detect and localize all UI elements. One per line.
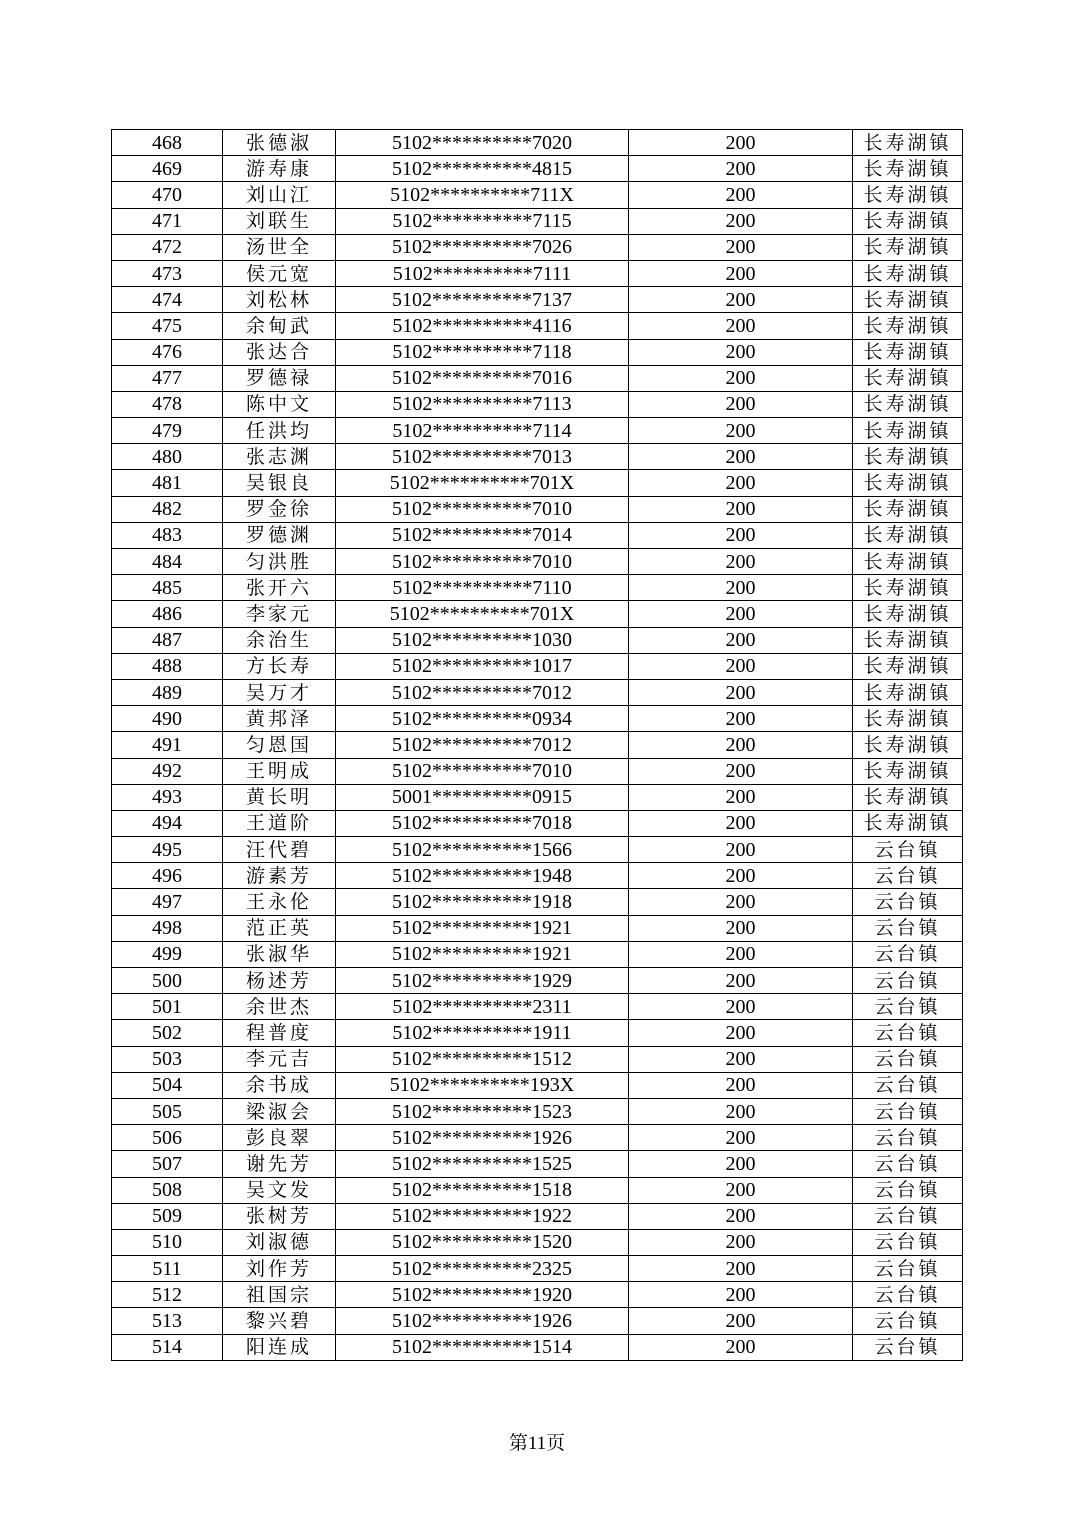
row-number-cell: 473 (112, 260, 223, 286)
id-number-cell: 5102**********1514 (336, 1334, 629, 1360)
id-number-cell: 5102**********7014 (336, 522, 629, 548)
name-cell: 张达合 (223, 339, 336, 365)
town-cell: 云台镇 (853, 1151, 963, 1177)
id-number-cell: 5102**********4815 (336, 156, 629, 182)
table-row (112, 1046, 963, 1072)
row-number-cell: 504 (112, 1072, 223, 1098)
town-cell: 云台镇 (853, 1282, 963, 1308)
name-cell: 刘作芳 (223, 1256, 336, 1282)
table-row (112, 915, 963, 941)
name-cell: 李家元 (223, 601, 336, 627)
row-number-cell: 493 (112, 784, 223, 810)
town-cell: 长寿湖镇 (853, 339, 963, 365)
row-number-cell: 511 (112, 1256, 223, 1282)
amount-cell: 200 (629, 941, 853, 967)
name-cell: 王明成 (223, 758, 336, 784)
row-number-cell: 512 (112, 1282, 223, 1308)
amount-cell: 200 (629, 679, 853, 705)
id-number-cell: 5102**********1520 (336, 1229, 629, 1255)
town-cell: 长寿湖镇 (853, 313, 963, 339)
town-cell: 云台镇 (853, 1020, 963, 1046)
id-number-cell: 5102**********1518 (336, 1177, 629, 1203)
town-cell: 云台镇 (853, 1203, 963, 1229)
id-number-cell: 5102**********1030 (336, 627, 629, 653)
id-number-cell: 5102**********4116 (336, 313, 629, 339)
town-cell: 长寿湖镇 (853, 156, 963, 182)
id-number-cell: 5102**********2325 (336, 1256, 629, 1282)
name-cell: 张淑华 (223, 941, 336, 967)
id-number-cell: 5102**********7020 (336, 130, 629, 156)
table-row (112, 575, 963, 601)
row-number-cell: 489 (112, 679, 223, 705)
id-number-cell: 5102**********1929 (336, 968, 629, 994)
table-row (112, 522, 963, 548)
amount-cell: 200 (629, 1046, 853, 1072)
name-cell: 任洪均 (223, 418, 336, 444)
town-cell: 云台镇 (853, 837, 963, 863)
amount-cell: 200 (629, 1308, 853, 1334)
id-number-cell: 5102**********7013 (336, 444, 629, 470)
row-number-cell: 485 (112, 575, 223, 601)
town-cell: 云台镇 (853, 941, 963, 967)
name-cell: 刘山江 (223, 182, 336, 208)
town-cell: 云台镇 (853, 863, 963, 889)
table-row (112, 758, 963, 784)
id-number-cell: 5102**********1921 (336, 941, 629, 967)
amount-cell: 200 (629, 1098, 853, 1124)
row-number-cell: 475 (112, 313, 223, 339)
row-number-cell: 510 (112, 1229, 223, 1255)
id-number-cell: 5102**********7118 (336, 339, 629, 365)
table-row (112, 653, 963, 679)
town-cell: 长寿湖镇 (853, 418, 963, 444)
town-cell: 云台镇 (853, 1256, 963, 1282)
table-row (112, 679, 963, 705)
id-number-cell: 5102**********1566 (336, 837, 629, 863)
name-cell: 侯元宽 (223, 260, 336, 286)
table-row (112, 732, 963, 758)
name-cell: 张志渊 (223, 444, 336, 470)
amount-cell: 200 (629, 470, 853, 496)
row-number-cell: 507 (112, 1151, 223, 1177)
id-number-cell: 5102**********1926 (336, 1308, 629, 1334)
town-cell: 云台镇 (853, 1098, 963, 1124)
town-cell: 长寿湖镇 (853, 706, 963, 732)
name-cell: 黄邦泽 (223, 706, 336, 732)
id-number-cell: 5102**********7016 (336, 365, 629, 391)
town-cell: 长寿湖镇 (853, 208, 963, 234)
row-number-cell: 479 (112, 418, 223, 444)
town-cell: 长寿湖镇 (853, 470, 963, 496)
town-cell: 长寿湖镇 (853, 444, 963, 470)
town-cell: 长寿湖镇 (853, 653, 963, 679)
name-cell: 汪代碧 (223, 837, 336, 863)
table-row (112, 549, 963, 575)
id-number-cell: 5102**********7026 (336, 234, 629, 260)
name-cell: 梁淑会 (223, 1098, 336, 1124)
table-row (112, 627, 963, 653)
amount-cell: 200 (629, 313, 853, 339)
name-cell: 祖国宗 (223, 1282, 336, 1308)
town-cell: 云台镇 (853, 994, 963, 1020)
town-cell: 长寿湖镇 (853, 758, 963, 784)
table-row (112, 365, 963, 391)
id-number-cell: 5102**********1525 (336, 1151, 629, 1177)
table-row (112, 260, 963, 286)
name-cell: 余甸武 (223, 313, 336, 339)
name-cell: 余治生 (223, 627, 336, 653)
id-number-cell: 5001**********0915 (336, 784, 629, 810)
name-cell: 罗德禄 (223, 365, 336, 391)
row-number-cell: 497 (112, 889, 223, 915)
amount-cell: 200 (629, 156, 853, 182)
name-cell: 黎兴碧 (223, 1308, 336, 1334)
table-row (112, 889, 963, 915)
id-number-cell: 5102**********0934 (336, 706, 629, 732)
amount-cell: 200 (629, 1151, 853, 1177)
table-row (112, 941, 963, 967)
name-cell: 王永伦 (223, 889, 336, 915)
row-number-cell: 480 (112, 444, 223, 470)
id-number-cell: 5102**********7018 (336, 810, 629, 836)
table-row (112, 810, 963, 836)
amount-cell: 200 (629, 1229, 853, 1255)
table-row (112, 1098, 963, 1124)
name-cell: 范正英 (223, 915, 336, 941)
id-number-cell: 5102**********193X (336, 1072, 629, 1098)
row-number-cell: 491 (112, 732, 223, 758)
table-row (112, 1177, 963, 1203)
row-number-cell: 501 (112, 994, 223, 1020)
town-cell: 云台镇 (853, 1334, 963, 1360)
amount-cell: 200 (629, 968, 853, 994)
row-number-cell: 499 (112, 941, 223, 967)
row-number-cell: 509 (112, 1203, 223, 1229)
amount-cell: 200 (629, 182, 853, 208)
amount-cell: 200 (629, 234, 853, 260)
row-number-cell: 471 (112, 208, 223, 234)
table-row (112, 444, 963, 470)
row-number-cell: 470 (112, 182, 223, 208)
row-number-cell: 488 (112, 653, 223, 679)
row-number-cell: 481 (112, 470, 223, 496)
table-row (112, 1020, 963, 1046)
row-number-cell: 482 (112, 496, 223, 522)
amount-cell: 200 (629, 601, 853, 627)
table-row (112, 784, 963, 810)
amount-cell: 200 (629, 837, 853, 863)
page-number: 第11页 (508, 1433, 566, 1454)
row-number-cell: 502 (112, 1020, 223, 1046)
amount-cell: 200 (629, 208, 853, 234)
row-number-cell: 468 (112, 130, 223, 156)
name-cell: 游寿康 (223, 156, 336, 182)
table-row (112, 496, 963, 522)
amount-cell: 200 (629, 627, 853, 653)
town-cell: 云台镇 (853, 968, 963, 994)
id-number-cell: 5102**********7012 (336, 732, 629, 758)
amount-cell: 200 (629, 444, 853, 470)
town-cell: 云台镇 (853, 1072, 963, 1098)
row-number-cell: 486 (112, 601, 223, 627)
name-cell: 程普度 (223, 1020, 336, 1046)
town-cell: 长寿湖镇 (853, 260, 963, 286)
id-number-cell: 5102**********701X (336, 601, 629, 627)
name-cell: 罗金徐 (223, 496, 336, 522)
table-row (112, 601, 963, 627)
town-cell: 长寿湖镇 (853, 549, 963, 575)
row-number-cell: 477 (112, 365, 223, 391)
town-cell: 长寿湖镇 (853, 365, 963, 391)
id-number-cell: 5102**********1948 (336, 863, 629, 889)
table-row (112, 1072, 963, 1098)
name-cell: 谢先芳 (223, 1151, 336, 1177)
row-number-cell: 496 (112, 863, 223, 889)
table-row (112, 313, 963, 339)
id-number-cell: 5102**********1921 (336, 915, 629, 941)
name-cell: 刘淑德 (223, 1229, 336, 1255)
table-row (112, 418, 963, 444)
row-number-cell: 494 (112, 810, 223, 836)
row-number-cell: 508 (112, 1177, 223, 1203)
id-number-cell: 5102**********7113 (336, 391, 629, 417)
id-number-cell: 5102**********1911 (336, 1020, 629, 1046)
name-cell: 刘联生 (223, 208, 336, 234)
amount-cell: 200 (629, 549, 853, 575)
table-row (112, 156, 963, 182)
table-row (112, 1203, 963, 1229)
table-row (112, 1334, 963, 1360)
table-row (112, 470, 963, 496)
town-cell: 长寿湖镇 (853, 182, 963, 208)
name-cell: 匀洪胜 (223, 549, 336, 575)
town-cell: 云台镇 (853, 1046, 963, 1072)
name-cell: 罗德渊 (223, 522, 336, 548)
amount-cell: 200 (629, 339, 853, 365)
amount-cell: 200 (629, 784, 853, 810)
id-number-cell: 5102**********7010 (336, 496, 629, 522)
table-row (112, 339, 963, 365)
amount-cell: 200 (629, 1177, 853, 1203)
table-row (112, 391, 963, 417)
id-number-cell: 5102**********7012 (336, 679, 629, 705)
table-row (112, 1256, 963, 1282)
town-cell: 云台镇 (853, 1229, 963, 1255)
town-cell: 长寿湖镇 (853, 810, 963, 836)
name-cell: 刘松林 (223, 287, 336, 313)
id-number-cell: 5102**********7110 (336, 575, 629, 601)
row-number-cell: 487 (112, 627, 223, 653)
row-number-cell: 478 (112, 391, 223, 417)
town-cell: 长寿湖镇 (853, 130, 963, 156)
amount-cell: 200 (629, 810, 853, 836)
id-number-cell: 5102**********7010 (336, 549, 629, 575)
table-row (112, 863, 963, 889)
table-row (112, 287, 963, 313)
amount-cell: 200 (629, 1256, 853, 1282)
id-number-cell: 5102**********711X (336, 182, 629, 208)
amount-cell: 200 (629, 1282, 853, 1308)
name-cell: 阳连成 (223, 1334, 336, 1360)
id-number-cell: 5102**********7114 (336, 418, 629, 444)
row-number-cell: 503 (112, 1046, 223, 1072)
amount-cell: 200 (629, 1072, 853, 1098)
town-cell: 长寿湖镇 (853, 627, 963, 653)
roster-table (111, 129, 963, 1361)
amount-cell: 200 (629, 287, 853, 313)
town-cell: 长寿湖镇 (853, 391, 963, 417)
town-cell: 长寿湖镇 (853, 575, 963, 601)
town-cell: 长寿湖镇 (853, 234, 963, 260)
town-cell: 长寿湖镇 (853, 784, 963, 810)
row-number-cell: 495 (112, 837, 223, 863)
table-row (112, 1308, 963, 1334)
amount-cell: 200 (629, 130, 853, 156)
name-cell: 吴文发 (223, 1177, 336, 1203)
name-cell: 余书成 (223, 1072, 336, 1098)
table-row (112, 130, 963, 156)
town-cell: 长寿湖镇 (853, 522, 963, 548)
id-number-cell: 5102**********1926 (336, 1125, 629, 1151)
name-cell: 方长寿 (223, 653, 336, 679)
table-row (112, 1151, 963, 1177)
row-number-cell: 484 (112, 549, 223, 575)
id-number-cell: 5102**********7010 (336, 758, 629, 784)
town-cell: 长寿湖镇 (853, 601, 963, 627)
amount-cell: 200 (629, 391, 853, 417)
table-row (112, 234, 963, 260)
row-number-cell: 469 (112, 156, 223, 182)
town-cell: 云台镇 (853, 915, 963, 941)
table-row (112, 994, 963, 1020)
amount-cell: 200 (629, 994, 853, 1020)
id-number-cell: 5102**********1512 (336, 1046, 629, 1072)
town-cell: 云台镇 (853, 1177, 963, 1203)
table-row (112, 1229, 963, 1255)
amount-cell: 200 (629, 365, 853, 391)
amount-cell: 200 (629, 1020, 853, 1046)
row-number-cell: 506 (112, 1125, 223, 1151)
amount-cell: 200 (629, 496, 853, 522)
amount-cell: 200 (629, 1125, 853, 1151)
row-number-cell: 490 (112, 706, 223, 732)
row-number-cell: 483 (112, 522, 223, 548)
town-cell: 长寿湖镇 (853, 732, 963, 758)
town-cell: 长寿湖镇 (853, 287, 963, 313)
roster-body (112, 130, 963, 1361)
id-number-cell: 5102**********7137 (336, 287, 629, 313)
town-cell: 云台镇 (853, 889, 963, 915)
name-cell: 吴银良 (223, 470, 336, 496)
id-number-cell: 5102**********1523 (336, 1098, 629, 1124)
town-cell: 云台镇 (853, 1125, 963, 1151)
amount-cell: 200 (629, 522, 853, 548)
row-number-cell: 492 (112, 758, 223, 784)
name-cell: 汤世全 (223, 234, 336, 260)
name-cell: 匀恩国 (223, 732, 336, 758)
amount-cell: 200 (629, 706, 853, 732)
amount-cell: 200 (629, 575, 853, 601)
id-number-cell: 5102**********1918 (336, 889, 629, 915)
amount-cell: 200 (629, 863, 853, 889)
name-cell: 张树芳 (223, 1203, 336, 1229)
row-number-cell: 514 (112, 1334, 223, 1360)
id-number-cell: 5102**********1922 (336, 1203, 629, 1229)
id-number-cell: 5102**********2311 (336, 994, 629, 1020)
name-cell: 杨述芳 (223, 968, 336, 994)
name-cell: 陈中文 (223, 391, 336, 417)
name-cell: 吴万才 (223, 679, 336, 705)
amount-cell: 200 (629, 418, 853, 444)
name-cell: 王道阶 (223, 810, 336, 836)
row-number-cell: 500 (112, 968, 223, 994)
row-number-cell: 472 (112, 234, 223, 260)
name-cell: 张德淑 (223, 130, 336, 156)
row-number-cell: 505 (112, 1098, 223, 1124)
row-number-cell: 474 (112, 287, 223, 313)
amount-cell: 200 (629, 889, 853, 915)
table-row (112, 837, 963, 863)
name-cell: 余世杰 (223, 994, 336, 1020)
table-row (112, 1125, 963, 1151)
id-number-cell: 5102**********7111 (336, 260, 629, 286)
table-row (112, 1282, 963, 1308)
amount-cell: 200 (629, 1203, 853, 1229)
table-row (112, 182, 963, 208)
id-number-cell: 5102**********1920 (336, 1282, 629, 1308)
town-cell: 云台镇 (853, 1308, 963, 1334)
amount-cell: 200 (629, 915, 853, 941)
name-cell: 李元吉 (223, 1046, 336, 1072)
town-cell: 长寿湖镇 (853, 496, 963, 522)
amount-cell: 200 (629, 758, 853, 784)
amount-cell: 200 (629, 732, 853, 758)
name-cell: 黄长明 (223, 784, 336, 810)
town-cell: 长寿湖镇 (853, 679, 963, 705)
id-number-cell: 5102**********701X (336, 470, 629, 496)
amount-cell: 200 (629, 653, 853, 679)
amount-cell: 200 (629, 1334, 853, 1360)
name-cell: 张开六 (223, 575, 336, 601)
row-number-cell: 476 (112, 339, 223, 365)
table-row (112, 706, 963, 732)
id-number-cell: 5102**********1017 (336, 653, 629, 679)
id-number-cell: 5102**********7115 (336, 208, 629, 234)
name-cell: 彭良翠 (223, 1125, 336, 1151)
table-row (112, 968, 963, 994)
amount-cell: 200 (629, 260, 853, 286)
row-number-cell: 498 (112, 915, 223, 941)
table-row (112, 208, 963, 234)
name-cell: 游素芳 (223, 863, 336, 889)
row-number-cell: 513 (112, 1308, 223, 1334)
